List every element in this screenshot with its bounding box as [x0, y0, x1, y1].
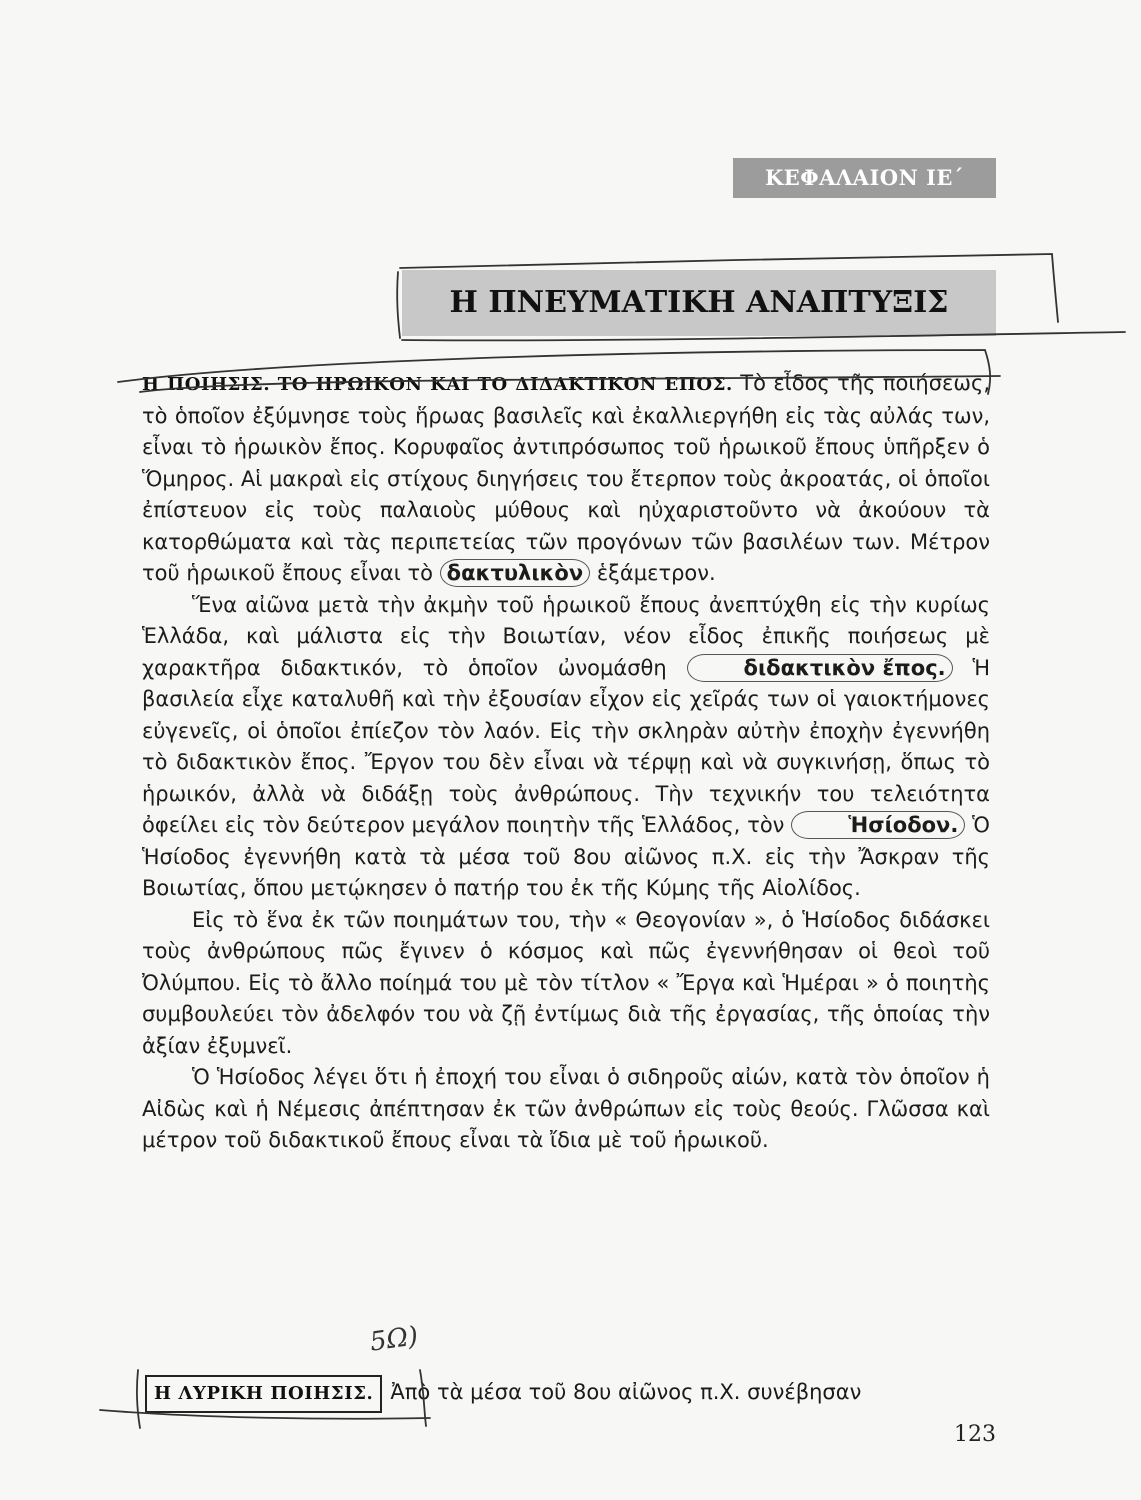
text-run: Ἡ βασιλεία εἶχε καταλυθῆ καὶ τὴν ἐξουσίαν εἶχον εἰς χεῖράς των οἱ γαιοκτήμονες εὐγενεῖς, οἱ ὁποῖοι ἐπίεζον τὸν λαόν. Εἰς τὴν σκληρὰν αὐτὴν ἐποχὴν ἐγεννήθη τὸ διδακτικὸν ἔπος. Ἔργον του δὲν εἶναι νὰ τέρψῃ καὶ νὰ συγκινήσῃ, ὅπως τὸ ἡρωικόν, ἀλλὰ νὰ διδάξῃ τοὺς ἀνθρώπους. Τὴν τεχνικήν του τελειότητα ὀφείλει εἰς τὸν δεύτερον μεγάλον ποιητὴν τῆς Ἑλλάδος, τὸν: [142, 655, 990, 837]
section-heading: Η ΠΟΙΗΣΙΣ. ΤΟ ΗΡΩΙΚΟΝ ΚΑΙ ΤΟ ΔΙΔΑΚΤΙΚΟΝ ΕΠΟΣ.: [142, 374, 733, 395]
page-number: 123: [954, 1422, 996, 1447]
circled-name-hesiod: Ἡσίοδον.: [791, 811, 965, 839]
text-run: ἑξάμετρον.: [590, 561, 716, 585]
paragraph-didactic-epic: [142, 590, 990, 905]
chapter-title: Η ΠΝΕΥΜΑΤΙΚΗ ΑΝΑΠΤΥΞΙΣ: [402, 270, 996, 336]
text-run: Τὸ εἶδος τῆς ποιήσεως, τὸ ὁποῖον ἐξύμνησε τοὺς ἥρωας βασιλεῖς καὶ ἐκαλλιεργήθη εἰς τὰς αὐλάς των, εἶναι τὸ ἡρωικὸν ἔπος. Κορυφαῖος ἀντιπρόσωπος τοῦ ἡρωικοῦ ἔπους ὑπῆρξεν ὁ Ὅμηρος. Αἱ μακραὶ εἰς στίχους διηγήσεις του ἔτερπον τοὺς ἀκροατάς, οἱ ὁποῖοι ἐπίστευον εἰς τοὺς παλαιοὺς μύθους καὶ ηὐχαριστοῦντο νὰ ἀκούουν τὰ κατορθώματα καὶ τὰς περιπετείας τῶν προγόνων τῶν βασιλέων των. Μέτρον τοῦ ἡρωικοῦ ἔπους εἶναι τὸ: [142, 371, 990, 585]
paragraph-heroic-epic: [142, 368, 990, 590]
pen-bracket-title: [397, 272, 400, 338]
paragraph-iron-age: Ὁ Ἡσίοδος λέγει ὅτι ἡ ἐποχή του εἶναι ὁ σιδηροῦς αἰών, κατὰ τὸν ὁποῖον ἡ Αἰδὼς καὶ ἡ Νέμεσις ἀπέπτησαν ἐκ τῶν ἀνθρώπων εἰς τοὺς θεούς. Γλῶσσα καὶ μέτρον τοῦ διδακτικοῦ ἔπους εἶναι τὰ ἴδια μὲ τοῦ ἡρωικοῦ.: [142, 1065, 990, 1152]
section-poetry-epic: [142, 368, 990, 1157]
paragraph-theogony: Εἰς τὸ ἕνα ἐκ τῶν ποιημάτων του, τὴν « Θεογονίαν », ὁ Ἡσίοδος διδάσκει τοὺς ἀνθρώπους πῶς ἔγινεν ὁ κόσμος καὶ πῶς ἐγεννήθησαν οἱ θεοὶ τοῦ Ὀλύμπου. Εἰς τὸ ἄλλο ποίημά του μὲ τὸν τίτλον « Ἔργα καὶ Ἡμέραι » ὁ ποιητὴς συμβουλεύει τὸν ἀδελφόν του νὰ ζῇ ἐντίμως διὰ τῆς ἐργασίας, τῆς ὁποίας τὴν ἀξίαν ἐξυμνεῖ.: [142, 907, 990, 1058]
section-lead-text: Ἀπὸ τὰ μέσα τοῦ 8ου αἰῶνος π.Χ. συνέβησαν: [390, 1380, 862, 1404]
circled-term-dactylic: δακτυλικὸν: [440, 559, 590, 587]
text-run: Ἕνα αἰῶνα μετὰ τὴν ἀκμὴν τοῦ ἡρωικοῦ ἔπους ἀνεπτύχθη εἰς τὴν κυρίως Ἑλλάδα, καὶ μάλιστα εἰς τὴν Βοιωτίαν, νέον εἶδος ἐπικῆς ποιήσεως μὲ χαρακτῆρα διδακτικόν, τὸ ὁποῖον ὠνομάσθη: [142, 592, 990, 680]
handwritten-note: 5Ω): [368, 1321, 421, 1358]
circled-term-didactic: διδακτικὸν ἔπος.: [687, 654, 953, 682]
pen-bracket-lyric-left: [137, 1370, 140, 1428]
text-run: Ὁ Ἡσίοδος ἐγεννήθη κατὰ τὰ μέσα τοῦ 8ου αἰῶνος π.Χ. εἰς τὴν Ἄσκραν τῆς Βοιωτίας, ὅπου μετῴκησεν ὁ πατήρ του ἐκ τῆς Κύμης τῆς Αἰολίδος.: [142, 813, 990, 900]
chapter-label: ΚΕΦΑΛΑΙΟΝ ΙΕ΄: [733, 158, 996, 198]
boxed-section-heading: Η ΛΥΡΙΚΗ ΠΟΙΗΣΙΣ.: [145, 1375, 382, 1413]
section-lyric-poetry: [145, 1372, 990, 1412]
